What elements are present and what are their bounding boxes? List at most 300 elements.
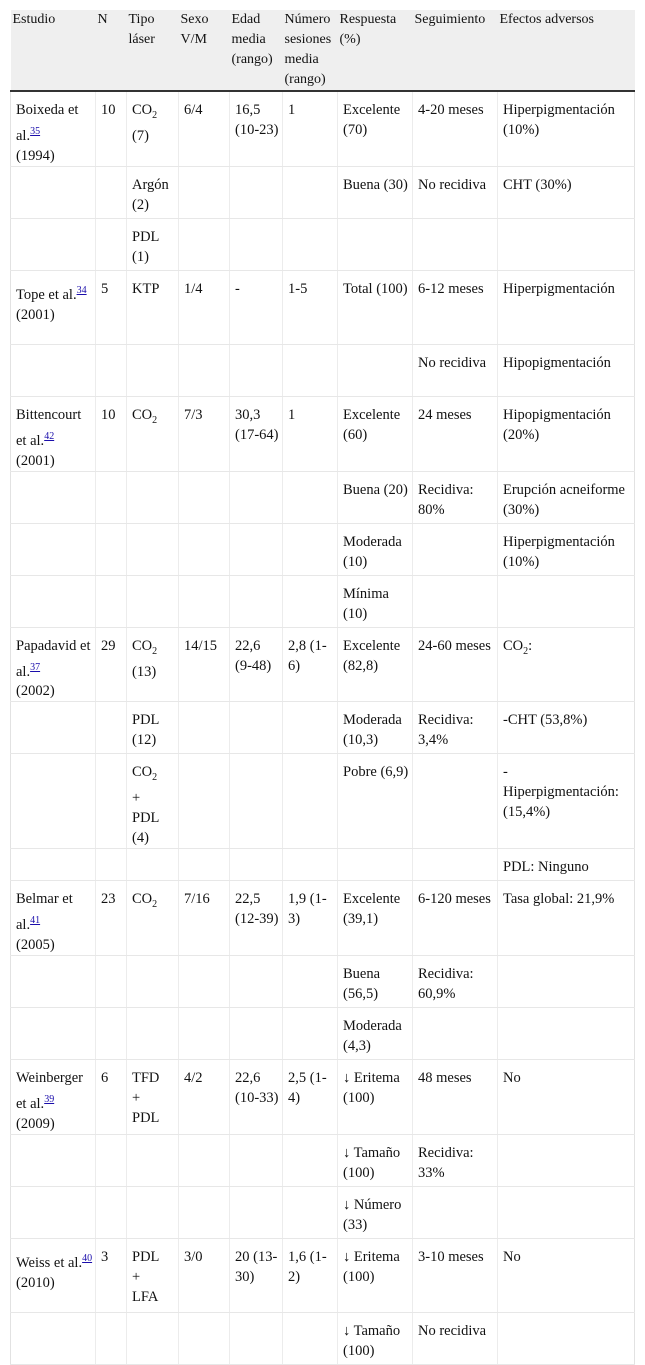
cell-edad bbox=[230, 1239, 283, 1313]
cell-sexo bbox=[179, 1239, 230, 1313]
cell-efectos bbox=[498, 471, 635, 523]
cell-n bbox=[96, 166, 127, 218]
cell-tipo-laser bbox=[127, 523, 179, 575]
cell-efectos bbox=[498, 956, 635, 1008]
cell-edad bbox=[230, 956, 283, 1008]
table-row bbox=[11, 471, 635, 523]
table-row bbox=[11, 523, 635, 575]
cell-estudio bbox=[11, 849, 96, 881]
cell-edad bbox=[230, 523, 283, 575]
cell-sexo bbox=[179, 956, 230, 1008]
cell-sexo-value: 7/3 bbox=[184, 406, 203, 423]
header-seguimiento: Seguimiento bbox=[413, 10, 498, 91]
cell-sexo bbox=[179, 166, 230, 218]
cell-sexo-value: 4/2 bbox=[184, 1070, 203, 1087]
efectos-value: PDL: Ninguno bbox=[503, 859, 589, 876]
cell-edad bbox=[230, 471, 283, 523]
cell-edad-value: 22,6 (9-48) bbox=[235, 637, 272, 674]
cell-tipo-laser bbox=[127, 849, 179, 881]
cell-seguimiento bbox=[413, 1060, 498, 1135]
cell-n bbox=[96, 270, 127, 344]
seguimiento-value: Recidiva: 80% bbox=[418, 481, 474, 518]
table-row bbox=[11, 218, 635, 270]
reference-link[interactable]: 40 bbox=[82, 1253, 93, 1265]
study-year: (2009) bbox=[16, 1116, 55, 1133]
cell-respuesta bbox=[338, 1239, 413, 1313]
seguimiento-value: 48 meses bbox=[418, 1070, 472, 1087]
seguimiento-value: No recidiva bbox=[418, 354, 487, 371]
cell-efectos bbox=[498, 1187, 635, 1239]
efectos-value: Erupción acneiforme (30%) bbox=[503, 481, 625, 518]
cell-sexo-value: 6/4 bbox=[184, 102, 203, 118]
cell-num-sesiones bbox=[283, 1187, 338, 1239]
cell-estudio bbox=[11, 702, 96, 754]
laser-type: PDL + LFA bbox=[132, 1249, 160, 1306]
header-tipo-laser: Tipo láser bbox=[127, 10, 179, 91]
cell-estudio bbox=[11, 166, 96, 218]
respuesta-value: Moderada (10,3) bbox=[343, 712, 402, 749]
cell-n bbox=[96, 1239, 127, 1313]
cell-efectos bbox=[498, 1135, 635, 1187]
cell-num-sesiones-value: 1 bbox=[288, 102, 296, 118]
cell-sexo bbox=[179, 523, 230, 575]
cell-num-sesiones bbox=[283, 1060, 338, 1135]
cell-respuesta bbox=[338, 627, 413, 702]
study-year: (2001) bbox=[16, 452, 55, 469]
cell-num-sesiones bbox=[283, 91, 338, 166]
cell-tipo-laser bbox=[127, 270, 179, 344]
cell-tipo-laser bbox=[127, 1239, 179, 1313]
reference-link[interactable]: 39 bbox=[44, 1094, 55, 1106]
cell-sexo bbox=[179, 754, 230, 849]
efectos-value: - Hiperpigmentación: (15,4%) bbox=[503, 764, 619, 821]
study-year: (1994) bbox=[16, 147, 55, 164]
header-efectos: Efectos adversos bbox=[498, 10, 635, 91]
efectos-suffix: : bbox=[528, 637, 533, 654]
cell-n bbox=[96, 1187, 127, 1239]
cell-efectos bbox=[498, 627, 635, 702]
laser-type: CO bbox=[132, 891, 153, 908]
cell-efectos bbox=[498, 754, 635, 849]
reference-link[interactable]: 34 bbox=[76, 284, 87, 296]
laser-subscript: 2 bbox=[152, 645, 158, 657]
table-row bbox=[11, 627, 635, 702]
table-row bbox=[11, 881, 635, 956]
efectos-subscript: 2 bbox=[523, 645, 529, 657]
n-value: 5 bbox=[101, 280, 109, 297]
n-value: 6 bbox=[101, 1070, 109, 1087]
table-row bbox=[11, 91, 635, 166]
reference-link[interactable]: 35 bbox=[30, 126, 41, 137]
cell-seguimiento bbox=[413, 627, 498, 702]
reference-link[interactable]: 41 bbox=[30, 915, 41, 927]
table-row bbox=[11, 956, 635, 1008]
cell-num-sesiones bbox=[283, 1313, 338, 1365]
table-row bbox=[11, 849, 635, 881]
cell-seguimiento bbox=[413, 523, 498, 575]
cell-estudio bbox=[11, 396, 96, 471]
table-row bbox=[11, 166, 635, 218]
cell-n bbox=[96, 1008, 127, 1060]
cell-n bbox=[96, 396, 127, 471]
cell-num-sesiones bbox=[283, 881, 338, 956]
cell-respuesta bbox=[338, 270, 413, 344]
cell-edad-value: 30,3 (17-64) bbox=[235, 406, 279, 443]
table-row bbox=[11, 344, 635, 396]
cell-respuesta bbox=[338, 396, 413, 471]
cell-tipo-laser bbox=[127, 471, 179, 523]
laser-type: CO bbox=[132, 764, 153, 781]
cell-sexo-value: 1/4 bbox=[184, 280, 203, 297]
study-name: Bittencourt et al. bbox=[16, 406, 82, 449]
header-n: N bbox=[96, 10, 127, 91]
cell-edad bbox=[230, 270, 283, 344]
cell-respuesta bbox=[338, 471, 413, 523]
cell-estudio bbox=[11, 1187, 96, 1239]
cell-efectos bbox=[498, 344, 635, 396]
respuesta-value: Buena (20) bbox=[343, 481, 408, 498]
cell-respuesta bbox=[338, 344, 413, 396]
respuesta-value: ↓ Eritema (100) bbox=[343, 1249, 400, 1286]
cell-n bbox=[96, 218, 127, 270]
seguimiento-value: Recidiva: 60,9% bbox=[418, 966, 474, 1003]
cell-edad bbox=[230, 1313, 283, 1365]
cell-num-sesiones-value: 2,8 (1-6) bbox=[288, 637, 327, 674]
respuesta-value: ↓ Tamaño (100) bbox=[343, 1145, 401, 1182]
cell-estudio bbox=[11, 575, 96, 627]
table-body bbox=[11, 91, 635, 1365]
cell-sexo bbox=[179, 91, 230, 166]
cell-seguimiento bbox=[413, 1135, 498, 1187]
cell-num-sesiones bbox=[283, 1239, 338, 1313]
cell-respuesta bbox=[338, 523, 413, 575]
study-name: Tope et al. bbox=[16, 286, 77, 303]
cell-num-sesiones bbox=[283, 956, 338, 1008]
cell-estudio bbox=[11, 91, 96, 166]
efectos-value: Hiperpigmentación bbox=[503, 280, 615, 297]
header-estudio: Estudio bbox=[11, 10, 96, 91]
cell-respuesta bbox=[338, 1008, 413, 1060]
cell-respuesta bbox=[338, 575, 413, 627]
cell-sexo bbox=[179, 471, 230, 523]
cell-efectos bbox=[498, 881, 635, 956]
cell-seguimiento bbox=[413, 218, 498, 270]
cell-tipo-laser bbox=[127, 1135, 179, 1187]
cell-n bbox=[96, 471, 127, 523]
laser-type: KTP bbox=[132, 280, 160, 297]
cell-num-sesiones bbox=[283, 849, 338, 881]
header-edad: Edad media (rango) bbox=[230, 10, 283, 91]
cell-efectos bbox=[498, 849, 635, 881]
study-year: (2010) bbox=[16, 1274, 55, 1291]
efectos-value: Hipopigmentación bbox=[503, 354, 611, 371]
laser-type: CO bbox=[132, 406, 153, 423]
table-row bbox=[11, 702, 635, 754]
respuesta-value: Mínima (10) bbox=[343, 585, 389, 622]
respuesta-value: ↓ Número (33) bbox=[343, 1197, 402, 1234]
seguimiento-value: 24 meses bbox=[418, 406, 472, 423]
cell-efectos bbox=[498, 702, 635, 754]
cell-efectos bbox=[498, 218, 635, 270]
cell-sexo bbox=[179, 881, 230, 956]
n-value: 29 bbox=[101, 637, 116, 654]
efectos-value: -CHT (53,8%) bbox=[503, 712, 588, 729]
seguimiento-value: No recidiva bbox=[418, 176, 487, 193]
seguimiento-value: 4-20 meses bbox=[418, 102, 484, 118]
studies-table bbox=[10, 10, 635, 1365]
cell-num-sesiones bbox=[283, 754, 338, 849]
cell-tipo-laser bbox=[127, 1060, 179, 1135]
cell-tipo-laser bbox=[127, 956, 179, 1008]
cell-n bbox=[96, 344, 127, 396]
cell-edad-value: 22,6 (10-33) bbox=[235, 1070, 279, 1107]
cell-efectos bbox=[498, 1239, 635, 1313]
cell-n bbox=[96, 754, 127, 849]
cell-edad bbox=[230, 849, 283, 881]
header-sexo: Sexo V/M bbox=[179, 10, 230, 91]
cell-estudio bbox=[11, 1313, 96, 1365]
cell-sexo-value: 7/16 bbox=[184, 891, 210, 908]
cell-tipo-laser bbox=[127, 627, 179, 702]
respuesta-value: Excelente (70) bbox=[343, 102, 401, 138]
cell-edad bbox=[230, 1187, 283, 1239]
cell-num-sesiones bbox=[283, 396, 338, 471]
efectos-value: Hiperpigmentación (10%) bbox=[503, 102, 615, 138]
table-row bbox=[11, 575, 635, 627]
cell-estudio bbox=[11, 627, 96, 702]
cell-tipo-laser bbox=[127, 1008, 179, 1060]
respuesta-value: Moderada (10) bbox=[343, 533, 402, 570]
study-name: Boixeda et al. bbox=[16, 102, 79, 144]
cell-seguimiento bbox=[413, 849, 498, 881]
cell-estudio bbox=[11, 754, 96, 849]
table-row bbox=[11, 1239, 635, 1313]
cell-n bbox=[96, 956, 127, 1008]
cell-sexo bbox=[179, 702, 230, 754]
cell-tipo-laser bbox=[127, 881, 179, 956]
cell-tipo-laser bbox=[127, 166, 179, 218]
cell-efectos bbox=[498, 396, 635, 471]
seguimiento-value: 24-60 meses bbox=[418, 637, 491, 654]
seguimiento-value: 6-120 meses bbox=[418, 891, 491, 908]
cell-seguimiento bbox=[413, 396, 498, 471]
cell-n bbox=[96, 849, 127, 881]
respuesta-value: Buena (56,5) bbox=[343, 966, 381, 1003]
laser-count: (13) bbox=[132, 663, 157, 680]
cell-n bbox=[96, 627, 127, 702]
cell-sexo bbox=[179, 1313, 230, 1365]
laser-subscript: 2 bbox=[152, 109, 158, 121]
cell-edad bbox=[230, 91, 283, 166]
cell-n bbox=[96, 91, 127, 166]
cell-estudio bbox=[11, 471, 96, 523]
respuesta-value: Pobre (6,9) bbox=[343, 764, 409, 781]
cell-respuesta bbox=[338, 702, 413, 754]
efectos-value: CHT (30%) bbox=[503, 176, 572, 193]
cell-num-sesiones bbox=[283, 344, 338, 396]
cell-estudio bbox=[11, 1239, 96, 1313]
cell-tipo-laser bbox=[127, 344, 179, 396]
cell-respuesta bbox=[338, 849, 413, 881]
table-row bbox=[11, 754, 635, 849]
study-name: Papadavid et al. bbox=[16, 637, 91, 680]
laser-count: (7) bbox=[132, 127, 149, 144]
study-year: (2005) bbox=[16, 937, 55, 954]
cell-sexo bbox=[179, 344, 230, 396]
laser-subscript: 2 bbox=[152, 899, 158, 911]
laser-count: + PDL (4) bbox=[132, 790, 160, 847]
cell-efectos bbox=[498, 1008, 635, 1060]
cell-estudio bbox=[11, 1008, 96, 1060]
efectos-value: No bbox=[503, 1249, 521, 1266]
cell-estudio bbox=[11, 344, 96, 396]
cell-sexo bbox=[179, 627, 230, 702]
cell-tipo-laser bbox=[127, 754, 179, 849]
cell-edad bbox=[230, 166, 283, 218]
cell-estudio bbox=[11, 1060, 96, 1135]
cell-num-sesiones bbox=[283, 1135, 338, 1187]
cell-sexo-value: 14/15 bbox=[184, 637, 218, 654]
cell-num-sesiones-value: 1-5 bbox=[288, 280, 308, 297]
cell-estudio bbox=[11, 881, 96, 956]
cell-tipo-laser bbox=[127, 218, 179, 270]
cell-respuesta bbox=[338, 956, 413, 1008]
laser-subscript: 2 bbox=[152, 772, 158, 784]
cell-sexo bbox=[179, 1060, 230, 1135]
respuesta-value: Excelente (82,8) bbox=[343, 637, 401, 674]
cell-respuesta bbox=[338, 1313, 413, 1365]
respuesta-value: ↓ Eritema (100) bbox=[343, 1070, 400, 1107]
cell-efectos bbox=[498, 1313, 635, 1365]
cell-num-sesiones bbox=[283, 702, 338, 754]
cell-sexo bbox=[179, 849, 230, 881]
cell-sexo bbox=[179, 575, 230, 627]
table-header bbox=[11, 10, 635, 91]
seguimiento-value: Recidiva: 33% bbox=[418, 1145, 474, 1182]
cell-edad bbox=[230, 575, 283, 627]
n-value: 10 bbox=[101, 406, 116, 423]
cell-seguimiento bbox=[413, 702, 498, 754]
cell-edad bbox=[230, 1135, 283, 1187]
laser-type: PDL (1) bbox=[132, 228, 159, 265]
cell-num-sesiones bbox=[283, 218, 338, 270]
cell-seguimiento bbox=[413, 956, 498, 1008]
cell-n bbox=[96, 1135, 127, 1187]
cell-seguimiento bbox=[413, 575, 498, 627]
cell-seguimiento bbox=[413, 344, 498, 396]
cell-seguimiento bbox=[413, 91, 498, 166]
study-name: Weiss et al. bbox=[16, 1254, 83, 1271]
cell-sexo bbox=[179, 270, 230, 344]
cell-respuesta bbox=[338, 881, 413, 956]
cell-n bbox=[96, 1313, 127, 1365]
cell-tipo-laser bbox=[127, 702, 179, 754]
cell-efectos bbox=[498, 523, 635, 575]
seguimiento-value: No recidiva bbox=[418, 1323, 487, 1340]
cell-seguimiento bbox=[413, 1313, 498, 1365]
cell-seguimiento bbox=[413, 1239, 498, 1313]
cell-sexo bbox=[179, 1135, 230, 1187]
header-respuesta: Respuesta (%) bbox=[338, 10, 413, 91]
cell-sexo-value: 3/0 bbox=[184, 1249, 203, 1266]
cell-edad bbox=[230, 627, 283, 702]
cell-num-sesiones bbox=[283, 523, 338, 575]
seguimiento-value: 6-12 meses bbox=[418, 280, 484, 297]
respuesta-value: Total (100) bbox=[343, 280, 408, 297]
table-row bbox=[11, 1135, 635, 1187]
cell-n bbox=[96, 1060, 127, 1135]
cell-seguimiento bbox=[413, 881, 498, 956]
cell-sexo bbox=[179, 218, 230, 270]
cell-edad bbox=[230, 1008, 283, 1060]
study-name: Weinberger et al. bbox=[16, 1070, 84, 1113]
cell-estudio bbox=[11, 956, 96, 1008]
respuesta-value: Excelente (39,1) bbox=[343, 891, 401, 928]
cell-tipo-laser bbox=[127, 575, 179, 627]
cell-tipo-laser bbox=[127, 1187, 179, 1239]
cell-edad-value: 20 (13-30) bbox=[235, 1249, 278, 1286]
laser-type: CO bbox=[132, 637, 153, 654]
cell-num-sesiones-value: 1,6 (1-2) bbox=[288, 1249, 327, 1286]
table-row bbox=[11, 1187, 635, 1239]
cell-efectos bbox=[498, 91, 635, 166]
seguimiento-value: 3-10 meses bbox=[418, 1249, 484, 1266]
laser-subscript: 2 bbox=[152, 414, 158, 426]
cell-seguimiento bbox=[413, 1187, 498, 1239]
cell-seguimiento bbox=[413, 270, 498, 344]
cell-estudio bbox=[11, 1135, 96, 1187]
laser-type: TFD + PDL bbox=[132, 1070, 160, 1127]
laser-type: PDL (12) bbox=[132, 712, 159, 749]
cell-edad bbox=[230, 702, 283, 754]
respuesta-value: Buena (30) bbox=[343, 176, 408, 193]
cell-num-sesiones-value: 2,5 (1-4) bbox=[288, 1070, 327, 1107]
table-row bbox=[11, 1060, 635, 1135]
cell-respuesta bbox=[338, 1135, 413, 1187]
efectos-value: Hiperpigmentación (10%) bbox=[503, 533, 615, 570]
cell-n bbox=[96, 575, 127, 627]
cell-n bbox=[96, 881, 127, 956]
cell-respuesta bbox=[338, 754, 413, 849]
table-row bbox=[11, 396, 635, 471]
laser-type: CO bbox=[132, 102, 153, 118]
cell-seguimiento bbox=[413, 471, 498, 523]
cell-num-sesiones bbox=[283, 1008, 338, 1060]
cell-respuesta bbox=[338, 218, 413, 270]
efectos-value: No bbox=[503, 1070, 521, 1087]
efectos-value: Tasa global: 21,9% bbox=[503, 891, 615, 908]
reference-link[interactable]: 37 bbox=[30, 661, 41, 673]
n-value: 10 bbox=[101, 102, 116, 118]
n-value: 3 bbox=[101, 1249, 109, 1266]
cell-edad-value: 16,5 (10-23) bbox=[235, 102, 279, 138]
cell-estudio bbox=[11, 218, 96, 270]
laser-type: Argón (2) bbox=[132, 176, 169, 213]
cell-edad bbox=[230, 396, 283, 471]
cell-sexo bbox=[179, 396, 230, 471]
n-value: 23 bbox=[101, 891, 116, 908]
efectos-value: Hipopigmentación (20%) bbox=[503, 406, 611, 443]
cell-tipo-laser bbox=[127, 1313, 179, 1365]
cell-seguimiento bbox=[413, 754, 498, 849]
cell-num-sesiones bbox=[283, 627, 338, 702]
cell-efectos bbox=[498, 270, 635, 344]
reference-link[interactable]: 42 bbox=[44, 430, 55, 442]
cell-respuesta bbox=[338, 91, 413, 166]
respuesta-value: Moderada (4,3) bbox=[343, 1018, 402, 1055]
cell-tipo-laser bbox=[127, 396, 179, 471]
cell-efectos bbox=[498, 166, 635, 218]
